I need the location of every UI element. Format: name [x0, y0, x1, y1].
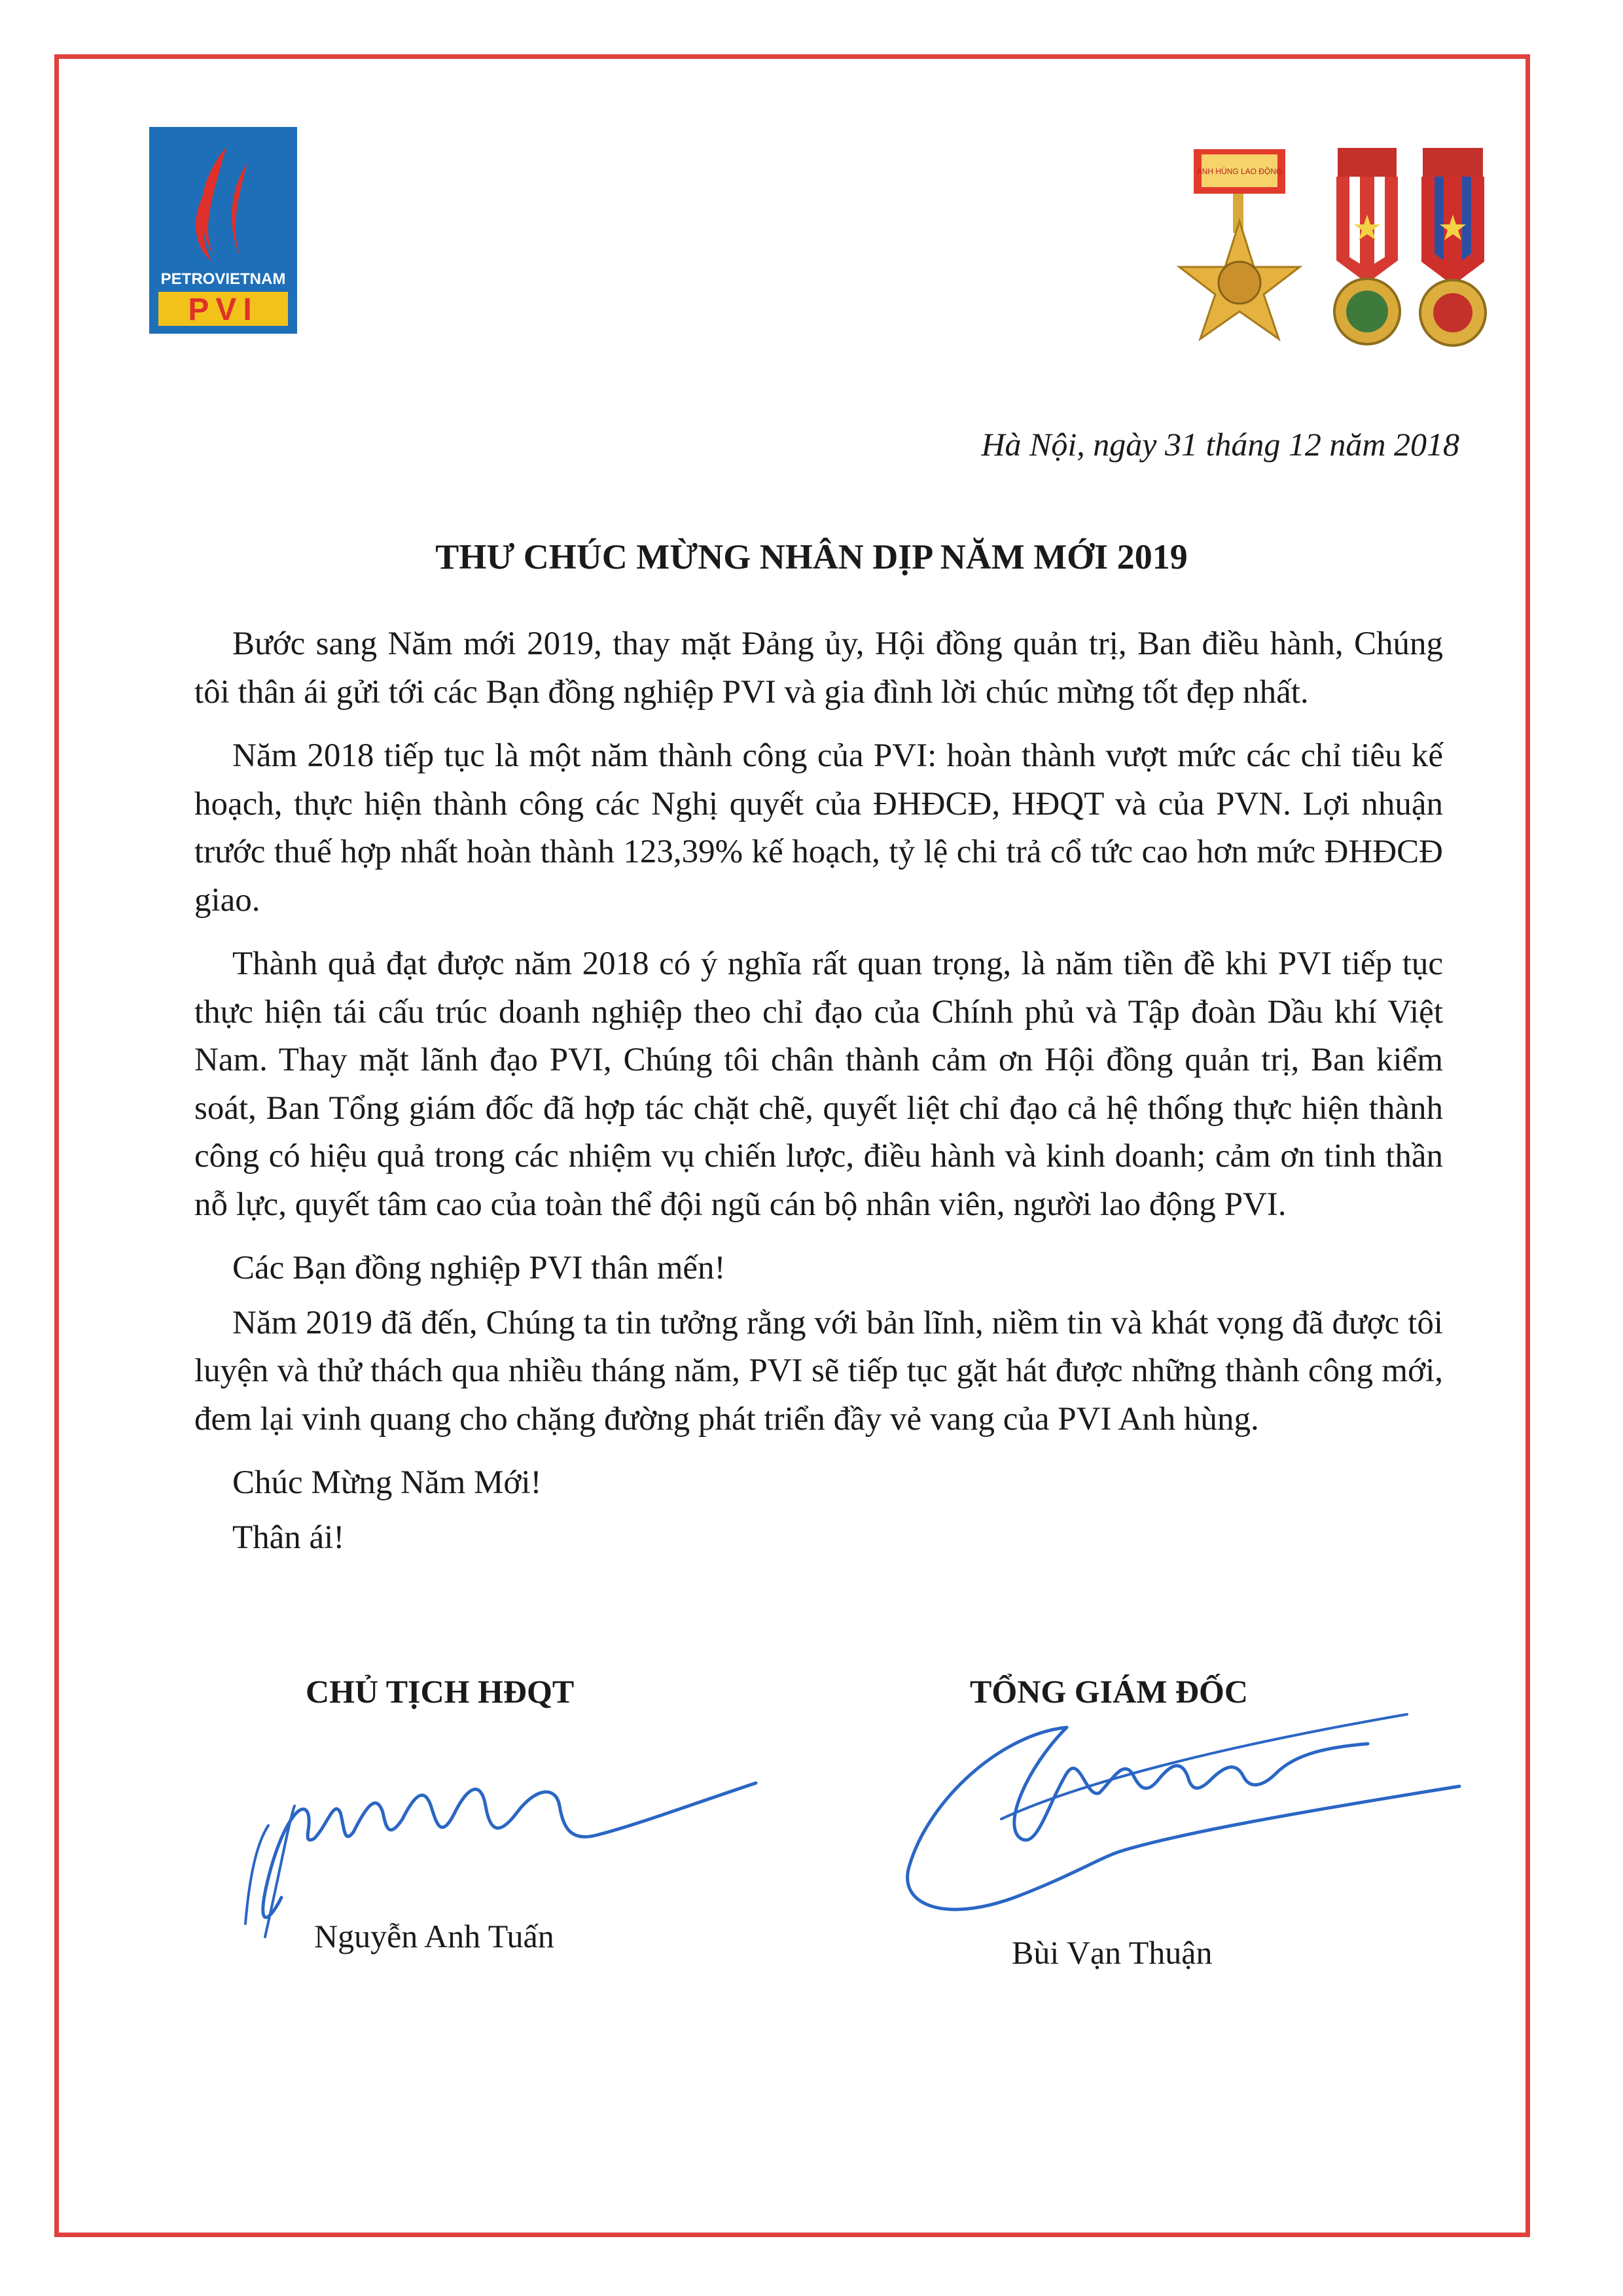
ceo-title: TỔNG GIÁM ĐỐC: [970, 1673, 1248, 1710]
logo-brand-line: PETROVIETNAM: [160, 270, 286, 288]
paragraph: Thành quả đạt được năm 2018 có ý nghĩa rất quan trọng, là năm tiền đề khi PVI tiếp tục thực hiện tái cấu trúc doanh nghiệp theo chỉ đạo của Chính phủ và Tập đoàn Dầu khí Việt Nam. Thay mặt lãnh đạo PVI, Chúng tôi chân thành cảm ơn Hội đồng quản trị, Ban kiểm soát, Ban Tổng giám đốc đã hợp tác chặt chẽ, quyết liệt chỉ đạo cả hệ thống thực hiện thành công có hiệu quả trong các nhiệm vụ chiến lược, điều hành và kinh doanh; cảm ơn tinh thần nỗ lực, quyết tâm cao của toàn thể đội ngũ cán bộ nhân viên, người lao động PVI.: [194, 945, 1443, 1223]
place-date: Hà Nội, ngày 31 tháng 12 năm 2018: [981, 426, 1459, 463]
chairman-signature: [229, 1714, 766, 1950]
closing-wish: Chúc Mừng Năm Mới!: [232, 1464, 542, 1501]
paragraph: Năm 2019 đã đến, Chúng ta tin tưởng rằng với bản lĩnh, niềm tin và khát vọng đã được tôi luyện và thử thách qua nhiều tháng năm, PVI sẽ tiếp tục gặt hát được những thành công mới, đem lại vinh quang cho chặng đường phát triển đầy vẻ vang của PVI Anh hùng.: [194, 1304, 1443, 1438]
ceo-signature: [870, 1682, 1466, 1969]
chairman-name: Nguyễn Anh Tuấn: [314, 1918, 554, 1954]
logo-acronym: PVI: [188, 292, 259, 327]
medal-ribbon-text: ANH HÙNG LAO ĐỘNG: [1196, 167, 1283, 176]
paragraph: Bước sang Năm mới 2019, thay mặt Đảng ủy, Hội đồng quản trị, Ban điều hành, Chúng tôi thân ái gửi tới các Bạn đồng nghiệp PVI và gia đình lời chúc mừng tốt đẹp nhất.: [194, 626, 1443, 711]
petrovietnam-pvi-logo: [149, 127, 297, 334]
letter-body: [194, 620, 1443, 1568]
paragraph: Năm 2018 tiếp tục là một năm thành công của PVI: hoàn thành vượt mức các chỉ tiêu kế hoạch, thực hiện thành công các Nghị quyết của ĐHĐCĐ, HĐQT và của PVN. Lợi nhuận trước thuế hợp nhất hoàn thành 123,39% kế hoạch, tỷ lệ chi trả cổ tức cao hơn mức ĐHĐCĐ giao.: [194, 737, 1443, 919]
closing-salutation: Thân ái!: [232, 1519, 345, 1556]
paragraph-greeting: Các Bạn đồng nghiệp PVI thân mến!: [232, 1250, 726, 1286]
medals-icon: [1156, 143, 1488, 349]
chairman-title: CHỦ TỊCH HĐQT: [306, 1673, 575, 1710]
letter-title: THƯ CHÚC MỪNG NHÂN DỊP NĂM MỚI 2019: [435, 537, 1188, 576]
ceo-name: Bùi Vạn Thuận: [1012, 1934, 1213, 1971]
